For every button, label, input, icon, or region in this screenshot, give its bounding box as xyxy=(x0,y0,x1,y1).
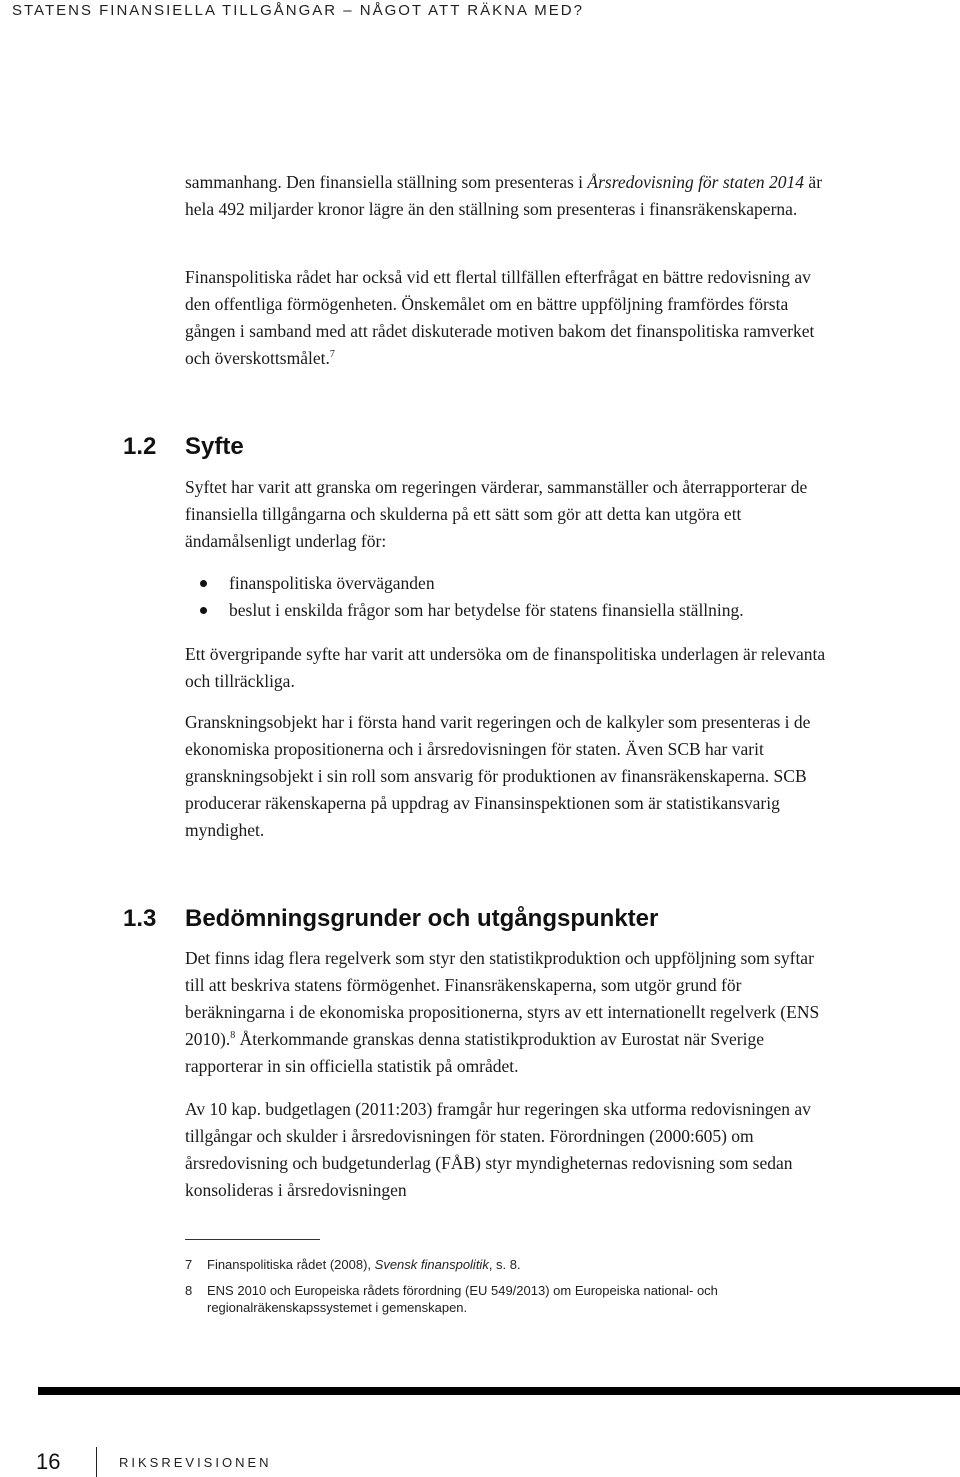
intro-p2-text: Finanspolitiska rådet har också vid ett flertal tillfällen efterfrågat en bättre redovisning av den offentliga förmögenheten. Önskemålet om en bättre uppföljning framfördes första gången i samband med att rådet diskuterade motiven bakom det finanspolitiska ramverket och överskottsmålet. xyxy=(185,267,815,368)
section-1-3-paragraph-1 xyxy=(185,945,835,1080)
footnote-divider xyxy=(185,1239,320,1240)
intro-paragraph-2 xyxy=(185,264,835,372)
section-1-2-paragraph-2 xyxy=(185,641,835,695)
footer-separator xyxy=(96,1447,97,1477)
footnote-text-b: , s. 8. xyxy=(488,1257,521,1272)
intro-paragraph-1 xyxy=(185,169,835,223)
bullet-icon xyxy=(200,607,207,614)
footnote-text-a: Finanspolitiska rådet (2008), xyxy=(207,1257,375,1272)
section-1-3-paragraph-2 xyxy=(185,1096,835,1204)
section-1-3-title: Bedömningsgrunder och utgångspunkter xyxy=(185,905,659,932)
footnote-number: 7 xyxy=(185,1257,193,1272)
footnote-text xyxy=(207,1282,825,1316)
footnote-7 xyxy=(185,1256,825,1273)
section-1-2-number: 1.2 xyxy=(123,433,157,460)
intro-p1-title-italic: Årsredovisning för staten 2014 xyxy=(587,172,805,192)
bullet-item xyxy=(200,570,840,597)
footnote-ref-7[interactable]: 7 xyxy=(329,349,335,361)
section-1-2-paragraph-3 xyxy=(185,709,835,844)
section-1-2-p2-text: Ett övergripande syfte har varit att undersöka om de finanspolitiska underlagen är relevanta och tillräckliga. xyxy=(185,644,826,691)
section-1-3-p2-text: Av 10 kap. budgetlagen (2011:203) framgår hur regeringen ska utforma redovisningen av tillgångar och skulder i årsredovisningen för staten. Förordningen (2000:605) om årsredovisning och budgetunderlag (FÅB) styr myndigheternas redovisning som sedan konsolideras i årsredovisningen xyxy=(185,1099,811,1200)
footer-rule xyxy=(38,1387,960,1395)
section-1-2-bullet-list xyxy=(200,570,840,624)
section-1-3-number: 1.3 xyxy=(123,905,157,932)
bullet-item xyxy=(200,597,840,624)
section-1-2-title: Syfte xyxy=(185,433,244,460)
footnote-8 xyxy=(185,1282,825,1316)
intro-p1-part-a: sammanhang. Den finansiella ställning som presenteras i xyxy=(185,172,588,192)
running-head: STATENS FINANSIELLA TILLGÅNGAR – NÅGOT ATT RÄKNA MED? xyxy=(12,2,584,19)
intro-p1-part-b: är hela 492 miljarder kronor lägre än den ställning som presenteras i finansräkenskaperna. xyxy=(185,172,823,219)
bullet-text: finanspolitiska överväganden xyxy=(229,573,435,593)
footnote-text-a: ENS 2010 och Europeiska rådets förordning (EU 549/2013) om Europeiska national- och regionalräkenskapssystemet i gemenskapen. xyxy=(207,1283,718,1315)
footnote-ref-8[interactable]: 8 xyxy=(230,1030,236,1042)
footer-brand: RIKSREVISIONEN xyxy=(119,1455,272,1470)
bullet-text: beslut i enskilda frågor som har betydelse för statens finansiella ställning. xyxy=(229,600,744,620)
page-number: 16 xyxy=(36,1449,61,1474)
footnote-number: 8 xyxy=(185,1283,193,1298)
section-1-2-paragraph-1 xyxy=(185,474,835,555)
section-1-2-p3-text: Granskningsobjekt har i första hand varit regeringen och de kalkyler som presenteras i de ekonomiska propositionerna och i årsredovisningen för staten. Även SCB har varit granskningsobjekt i sin roll som ansvarig för produktionen av finansräkenskaperna. SCB producerar räkenskaperna på uppdrag av Finansinspektionen som är statistikansvarig myndighet. xyxy=(185,712,811,840)
section-1-3-p1-part-b: Återkommande granskas denna statistikproduktion av Eurostat när Sverige rapporterar in sin officiella statistik på området. xyxy=(185,1029,764,1076)
bullet-icon xyxy=(200,580,207,587)
section-1-3-p1-part-a: Det finns idag flera regelverk som styr den statistikproduktion och uppföljning som syftar till att beskriva statens förmögenhet. Finansräkenskaperna, som utgör grund för beräkningarna i de ekonomiska propositionerna, styrs av ett internationellt regelverk (ENS 2010). xyxy=(185,948,820,1049)
footnote-title-italic: Svensk finanspolitik xyxy=(374,1257,489,1272)
footnote-text xyxy=(207,1256,825,1273)
section-1-2-p1-text: Syftet har varit att granska om regeringen värderar, sammanställer och återrapporterar de finansiella tillgångarna och skulderna på ett sätt som gör att detta kan utgöra ett ändamålsenligt underlag för: xyxy=(185,477,808,551)
